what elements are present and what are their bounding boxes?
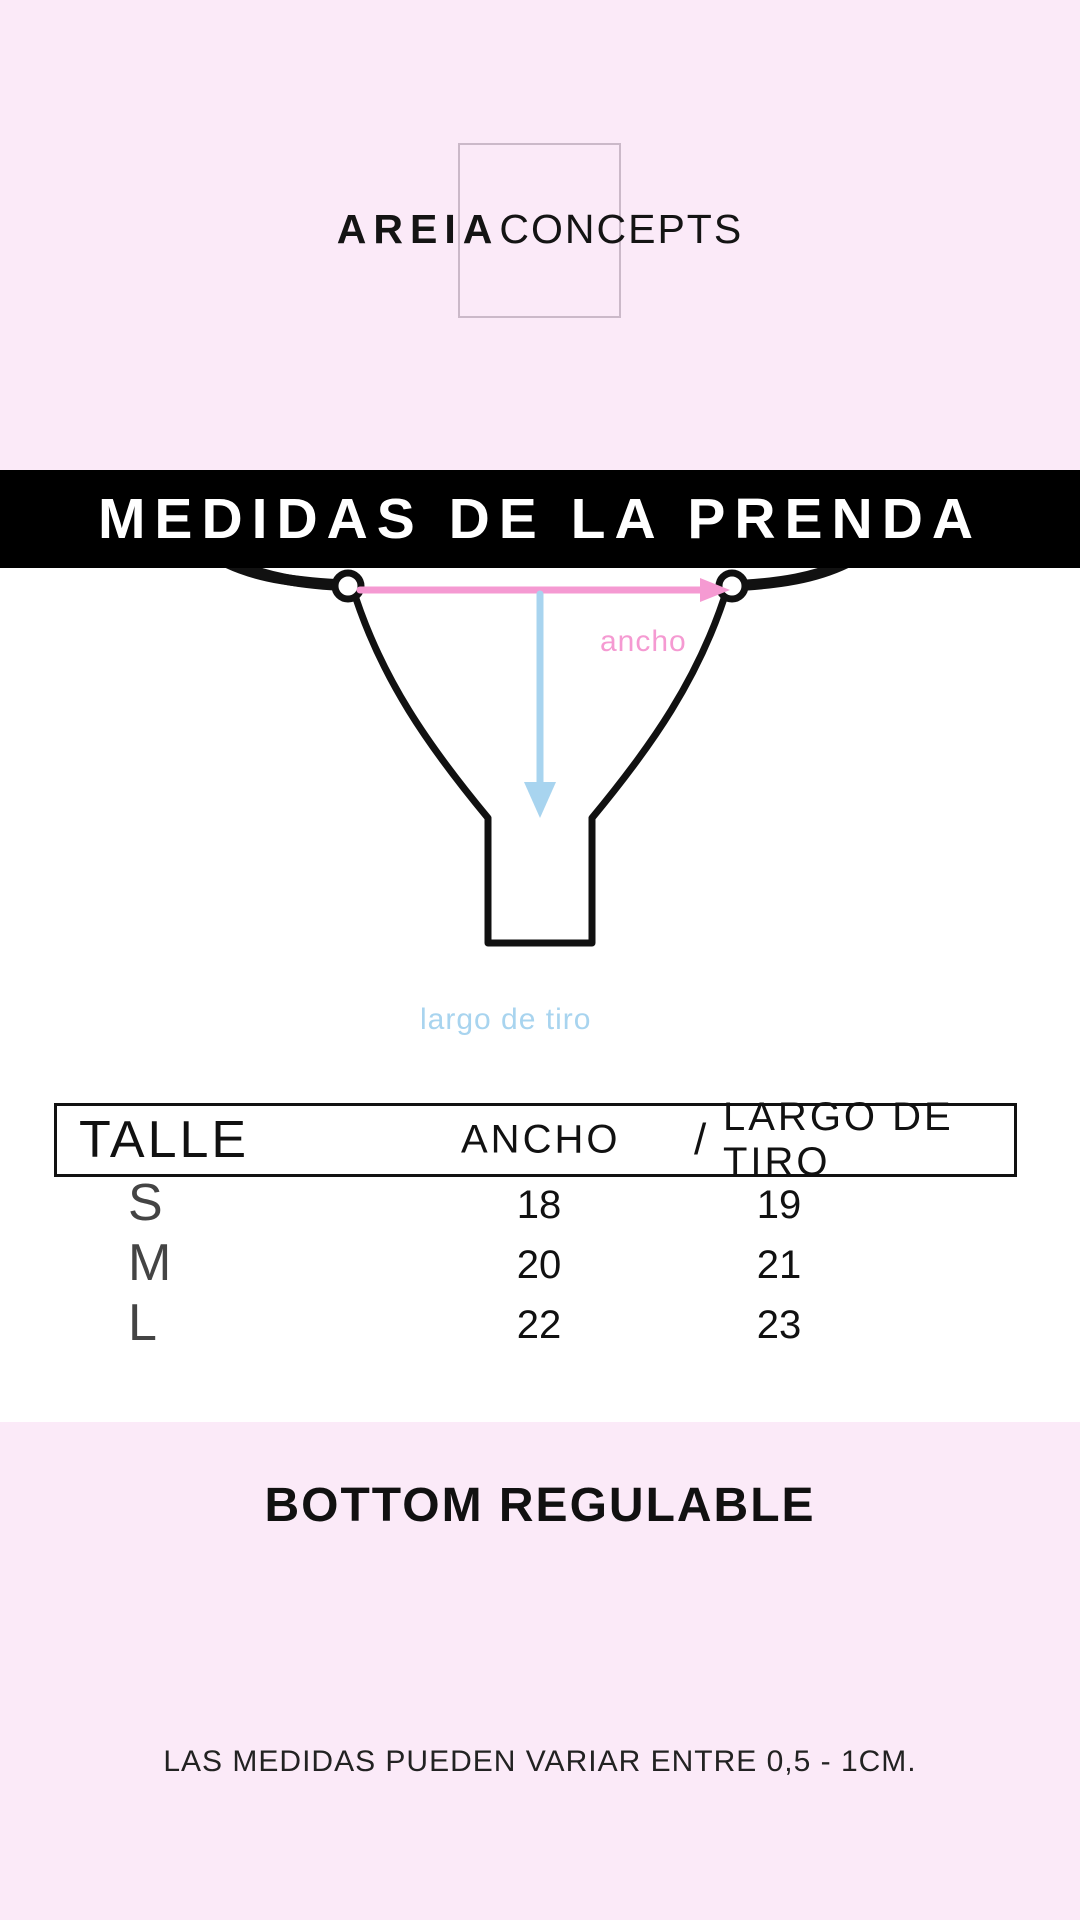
width-arrow xyxy=(360,578,730,602)
cell-rise: 21 xyxy=(756,1243,802,1287)
banner xyxy=(0,470,1080,568)
size-table-header xyxy=(54,1095,1017,1184)
header-largo: LARGO DE TIRO xyxy=(723,1095,954,1184)
footer-note: LAS MEDIDAS PUEDEN VARIAR ENTRE 0,5 - 1CM. xyxy=(163,1745,917,1778)
brand-logo xyxy=(0,205,1080,253)
size-table-rows xyxy=(54,1174,1017,1363)
footer-title: BOTTOM REGULABLE xyxy=(264,1479,816,1532)
header-ancho: ANCHO xyxy=(461,1117,621,1162)
cell-width: 18 xyxy=(516,1183,562,1227)
cell-rise: 19 xyxy=(756,1183,802,1227)
table-row xyxy=(54,1234,1017,1303)
header-section xyxy=(0,0,1080,470)
rise-label: largo de tiro xyxy=(420,1003,592,1036)
width-label: ancho xyxy=(600,625,687,658)
banner-title: MEDIDAS DE LA PRENDA xyxy=(97,487,983,551)
cell-width: 22 xyxy=(516,1303,562,1347)
brand-name-bold: AREIA xyxy=(336,206,500,252)
cell-size: L xyxy=(128,1294,159,1352)
rise-arrow xyxy=(524,594,556,818)
brand-name-light: CONCEPTS xyxy=(499,206,744,252)
header-separator: / xyxy=(694,1115,707,1164)
cell-rise: 23 xyxy=(756,1303,802,1347)
cell-size: S xyxy=(128,1174,165,1232)
table-row xyxy=(54,1294,1017,1363)
cell-size: M xyxy=(128,1234,174,1292)
table-row xyxy=(54,1174,1017,1243)
cell-width: 20 xyxy=(516,1243,562,1287)
header-talle: TALLE xyxy=(79,1111,250,1169)
